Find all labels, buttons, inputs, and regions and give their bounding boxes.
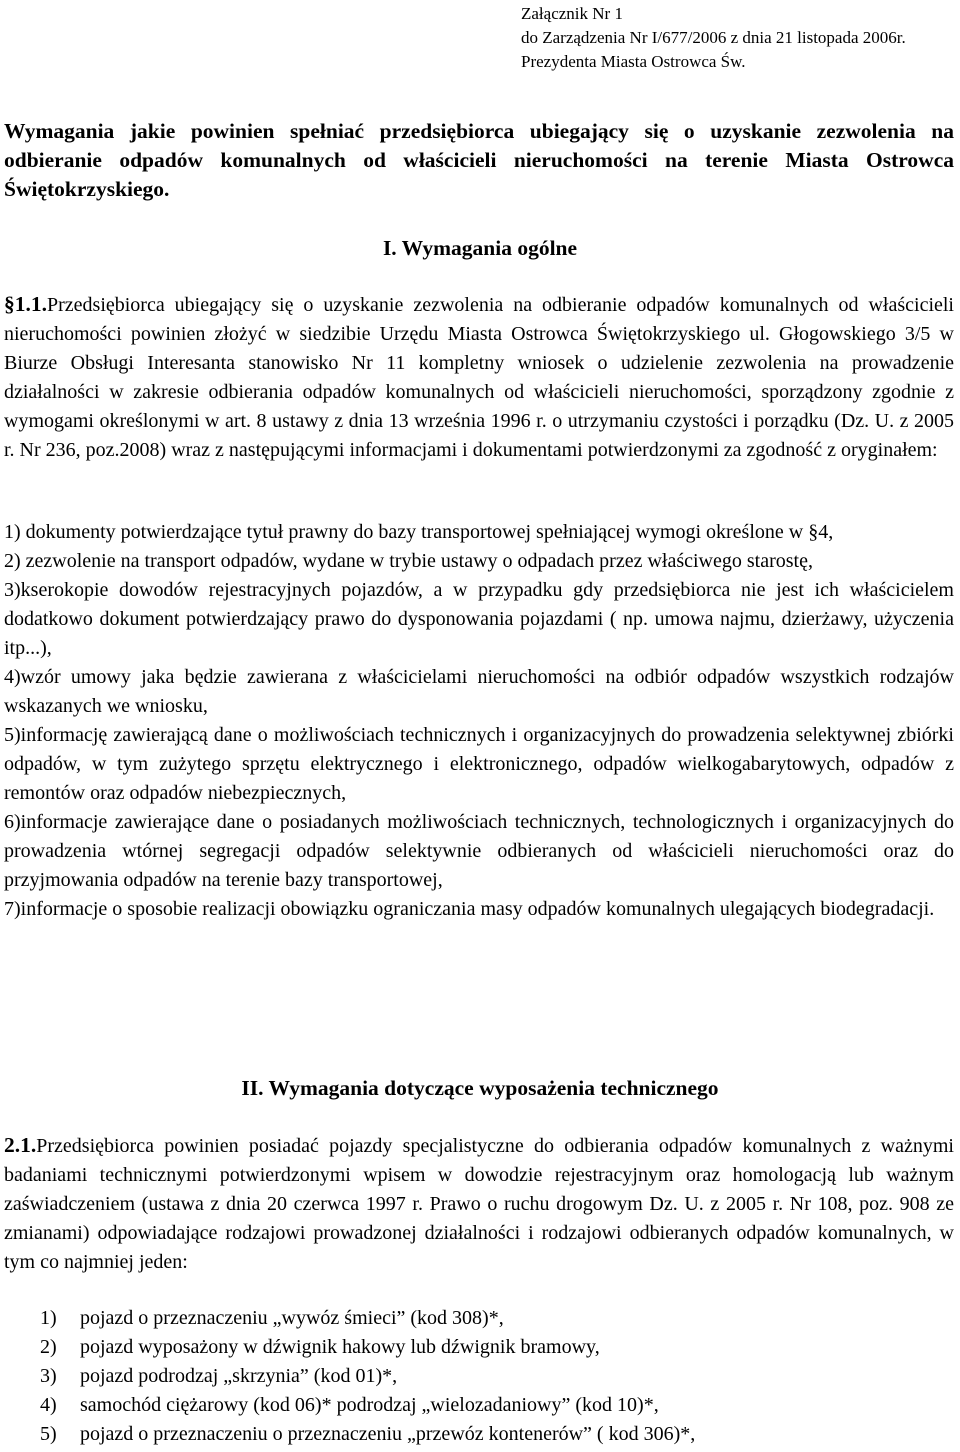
list-item-text: samochód ciężarowy (kod 06)* podrodzaj „wielozadaniowy” (kod 10)*, <box>80 1394 659 1416</box>
paragraph-text: Przedsiębiorca ubiegający się o uzyskanie zezwolenia na odbieranie odpadów komunalnych od właścicieli nieruchomości powinien złożyć w siedzibie Urzędu Miasta Ostrowca Świętokrzyskiego ul. Głogowskiego 3/5 w Biurze Obsługi Interesanta stanowisko Nr 11 kompletny wniosek o udzielenie zezwolenia na prowadzenie działalności w zakresie odbierania odpadów komunalnych od właścicieli nieruchomości, sporządzony zgodnie z wymogami określonymi w art. 8 ustawy z dnia 13 września 1996 r. o utrzymaniu czystości i porządku (Dz. U. z 2005 r. Nr 236, poz.2008) wraz z następującymi informacjami i dokumentami potwierdzonymi za zgodność z oryginałem: <box>4 294 954 461</box>
list-item-number: 3) <box>40 1365 57 1387</box>
paragraph-text: Przedsiębiorca powinien posiadać pojazdy specjalistyczne do odbierania odpadów komunalnych z ważnymi badaniami technicznymi potwierdzonymi wpisem w dowodzie rejestracyjnym oraz homologacją lub ważnym zaświadczeniem (ustawa z dnia 20 czerwca 1997 r. Prawo o ruchu drogowym Dz. U. z 2005 r. Nr 108, poz. 908 ze zmianami) odpowiadające rodzajowi prowadzonej działalności i rodzajowi odbieranych odpadów komunalnych, w tym co najmniej jeden: <box>4 1135 954 1273</box>
list-item: 4)wzór umowy jaka będzie zawierana z właścicielami nieruchomości na odbiór odpadów wszystkich rodzajów wskazanych we wniosku, <box>4 666 954 717</box>
annex-line: Załącznik Nr 1 <box>521 4 623 23</box>
list-item-text: pojazd o przeznaczeniu o przeznaczeniu „przewóz kontenerów” ( kod 306)*, <box>80 1423 696 1445</box>
list-item <box>40 1304 954 1333</box>
section-heading-technical: II. Wymagania dotyczące wyposażenia technicznego <box>241 1076 719 1100</box>
required-documents-list <box>4 518 954 924</box>
list-item-text: pojazd wyposażony w dźwignik hakowy lub dźwignik bramowy, <box>80 1336 600 1358</box>
paragraph-number: §1.1. <box>4 292 47 316</box>
list-item-text: pojazd podrodzaj „skrzynia” (kod 01)*, <box>80 1365 398 1387</box>
list-item-text: pojazd o przeznaczeniu „wywóz śmieci” (kod 308)*, <box>80 1307 504 1329</box>
paragraph-2-1 <box>4 1131 954 1277</box>
list-item-number: 5) <box>40 1423 57 1445</box>
list-item: 5)informację zawierającą dane o możliwościach technicznych i organizacyjnych do prowadzenia selektywnej zbiórki odpadów, w tym zużytego sprzętu elektrycznego i elektronicznego, odpadów wielkogabarytowych, odpadów z remontów oraz odpadów niebezpiecznych, <box>4 724 954 804</box>
list-item-number: 4) <box>40 1394 57 1416</box>
section-heading-general: I. Wymagania ogólne <box>382 236 578 260</box>
list-item <box>40 1333 954 1362</box>
list-item: 1) dokumenty potwierdzające tytuł prawny do bazy transportowej spełniającej wymogi określone w §4, <box>4 521 834 543</box>
list-item: 7)informacje o sposobie realizacji obowiązku ograniczania masy odpadów komunalnych ulegających biodegradacji. <box>4 898 935 920</box>
vehicle-list <box>40 1304 954 1449</box>
paragraph-number: 2.1. <box>4 1133 37 1157</box>
list-item <box>40 1420 954 1449</box>
list-item <box>40 1362 954 1391</box>
document-title: Wymagania jakie powinien spełniać przedsiębiorca ubiegający się o uzyskanie zezwolenia na odbieranie odpadów komunalnych od właścicieli nieruchomości na terenie Miasta Ostrowca Świętokrzyskiego. <box>4 119 954 201</box>
paragraph-1-1 <box>4 290 954 465</box>
list-item-number: 2) <box>40 1336 57 1358</box>
list-item: 3)kserokopie dowodów rejestracyjnych pojazdów, a w przypadku gdy przedsiębiorca nie jest ich właścicielem dodatkowo dokument potwierdzający prawo do dysponowania pojazdami ( np. umowa najmu, dzierżawy, użyczenia itp...), <box>4 579 954 659</box>
annex-line: do Zarządzenia Nr I/677/2006 z dnia 21 listopada 2006r. <box>521 28 906 47</box>
list-item <box>40 1391 954 1420</box>
list-item: 6)informacje zawierające dane o posiadanych możliwościach technicznych, technologicznych i organizacyjnych do prowadzenia wtórnej segregacji odpadów selektywnie odbieranych od właścicieli nieruchomości oraz do przyjmowania odpadów na terenie bazy transportowej, <box>4 811 954 891</box>
annex-line: Prezydenta Miasta Ostrowca Św. <box>521 52 746 71</box>
list-item-number: 1) <box>40 1307 57 1329</box>
list-item: 2) zezwolenie na transport odpadów, wydane w trybie ustawy o odpadach przez właściwego starostę, <box>4 550 813 572</box>
annex-header <box>521 2 906 74</box>
